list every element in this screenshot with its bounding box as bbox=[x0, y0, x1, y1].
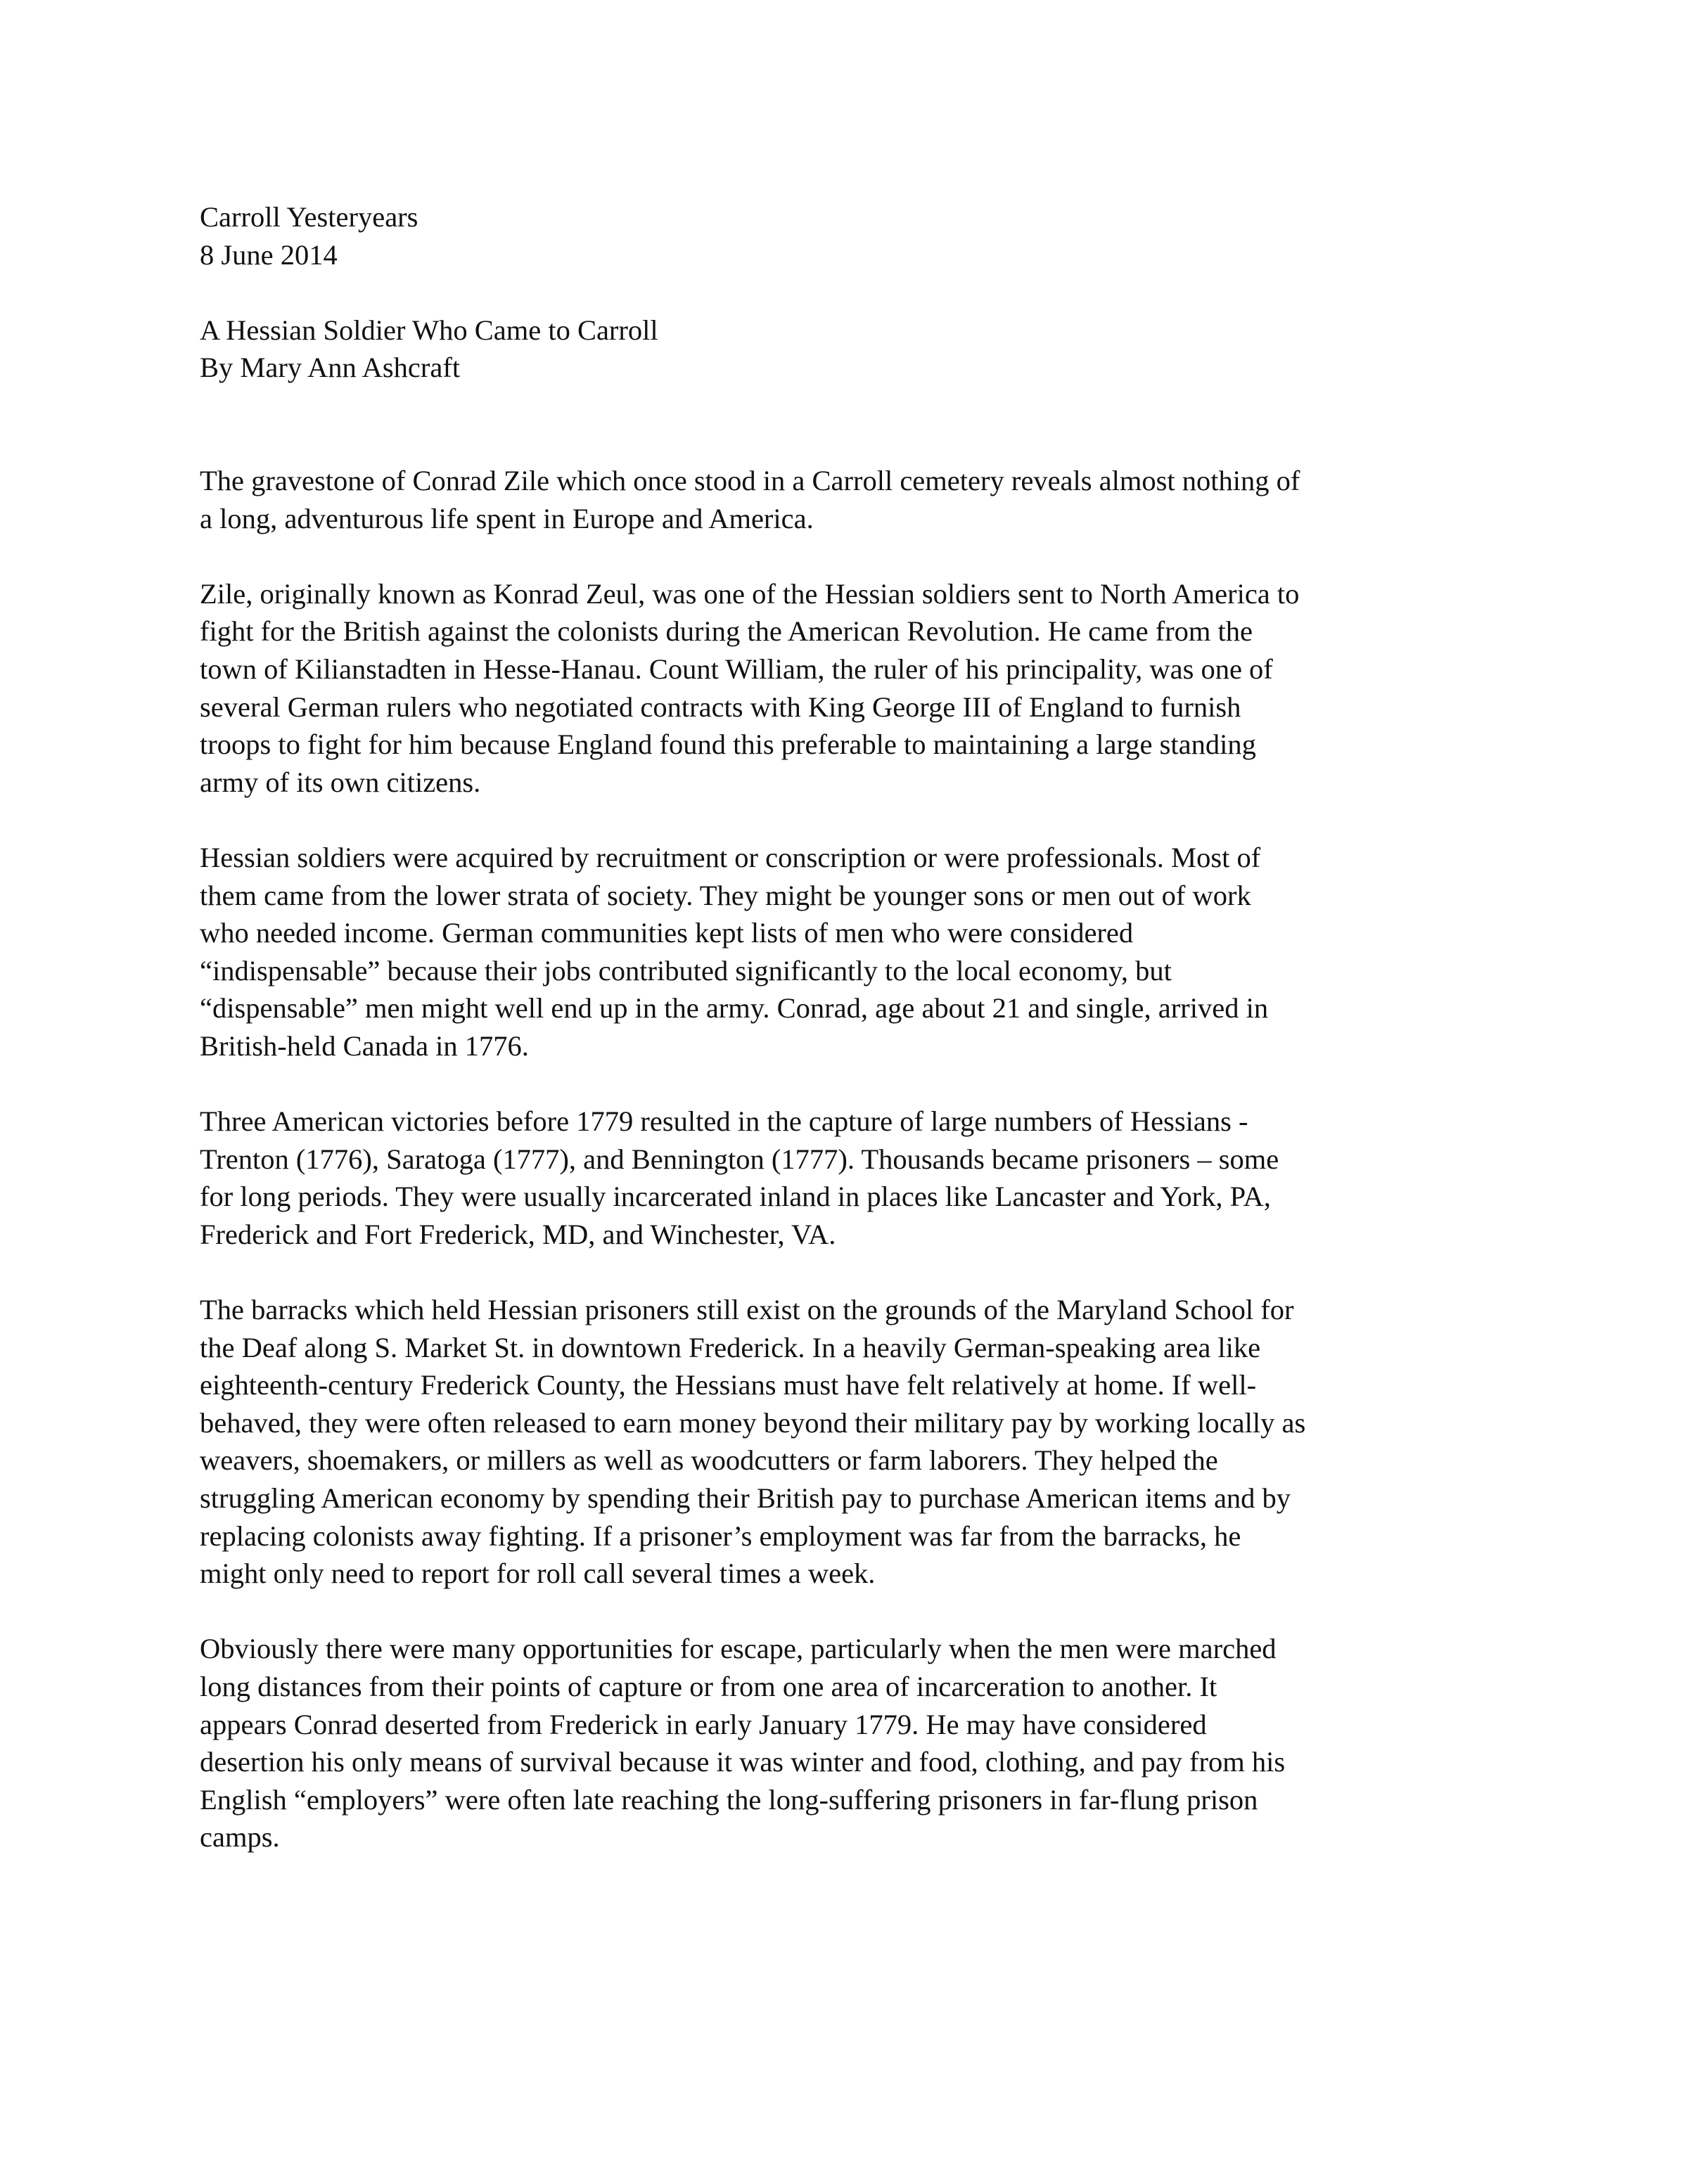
paragraph-line: weavers, shoemakers, or millers as well as woodcutters or farm laborers. They helped the bbox=[200, 1444, 1218, 1477]
paragraph-line: the Deaf along S. Market St. in downtown Frederick. In a heavily German-speaking area like bbox=[200, 1331, 1261, 1363]
paragraph-line: camps. bbox=[200, 1821, 280, 1854]
spacer bbox=[200, 1593, 1508, 1631]
paragraph-line: long distances from their points of capture or from one area of incarceration to another. It bbox=[200, 1670, 1217, 1702]
paragraph-line: Trenton (1776), Saratoga (1777), and Bennington (1777). Thousands became prisoners – some bbox=[200, 1143, 1279, 1175]
paragraph-line: behaved, they were often released to earn money beyond their military pay by working locally as bbox=[200, 1406, 1306, 1439]
paragraph-1 bbox=[200, 462, 1508, 537]
spacer bbox=[200, 537, 1508, 575]
article-byline: By Mary Ann Ashcraft bbox=[200, 352, 461, 384]
document-body bbox=[200, 198, 1508, 1856]
paragraph-line: replacing colonists away fighting. If a prisoner’s employment was far from the barracks, he bbox=[200, 1520, 1241, 1552]
paragraph-line: The gravestone of Conrad Zile which once stood in a Carroll cemetery reveals almost nothing of bbox=[200, 464, 1300, 496]
article-title: A Hessian Soldier Who Came to Carroll bbox=[200, 314, 658, 346]
column-name: Carroll Yesteryears bbox=[200, 201, 418, 233]
title-block bbox=[200, 311, 1508, 387]
paragraph-5 bbox=[200, 1291, 1508, 1593]
paragraph-2 bbox=[200, 575, 1508, 802]
paragraph-line: town of Kilianstadten in Hesse-Hanau. Count William, the ruler of his principality, was one of bbox=[200, 653, 1273, 685]
paragraph-4 bbox=[200, 1103, 1508, 1253]
paragraph-line: several German rulers who negotiated contracts with King George III of England to furnish bbox=[200, 690, 1241, 723]
paragraph-line: “dispensable” men might well end up in the army. Conrad, age about 21 and single, arrived in bbox=[200, 992, 1269, 1024]
paragraph-line: The barracks which held Hessian prisoners still exist on the grounds of the Maryland School for bbox=[200, 1294, 1294, 1326]
spacer bbox=[200, 274, 1508, 311]
paragraph-line: who needed income. German communities kept lists of men who were considered bbox=[200, 917, 1134, 949]
paragraph-6 bbox=[200, 1630, 1508, 1856]
paragraph-line: Obviously there were many opportunities for escape, particularly when the men were marched bbox=[200, 1633, 1277, 1665]
paragraph-line: Three American victories before 1779 resulted in the capture of large numbers of Hessians - bbox=[200, 1105, 1248, 1138]
paragraph-line: army of its own citizens. bbox=[200, 766, 481, 798]
paragraph-line: Zile, originally known as Konrad Zeul, was one of the Hessian soldiers sent to North America to bbox=[200, 577, 1300, 610]
paragraph-line: eighteenth-century Frederick County, the Hessians must have felt relatively at home. If well- bbox=[200, 1369, 1257, 1401]
paragraph-line: troops to fight for him because England found this preferable to maintaining a large standing bbox=[200, 728, 1256, 761]
paragraph-line: Frederick and Fort Frederick, MD, and Winchester, VA. bbox=[200, 1218, 836, 1250]
paragraph-line: English “employers” were often late reaching the long-suffering prisoners in far-flung prison bbox=[200, 1783, 1258, 1816]
paragraph-line: struggling American economy by spending their British pay to purchase American items and by bbox=[200, 1482, 1291, 1514]
header-block bbox=[200, 198, 1508, 274]
paragraph-line: a long, adventurous life spent in Europe and America. bbox=[200, 502, 814, 534]
paragraph-line: Hessian soldiers were acquired by recruitment or conscription or were professionals. Most of bbox=[200, 841, 1261, 873]
spacer bbox=[200, 1065, 1508, 1103]
paragraph-line: fight for the British against the colonists during the American Revolution. He came from the bbox=[200, 615, 1253, 648]
paragraph-line: “indispensable” because their jobs contributed significantly to the local economy, but bbox=[200, 954, 1172, 987]
spacer bbox=[200, 387, 1508, 462]
paragraph-line: desertion his only means of survival because it was winter and food, clothing, and pay from his bbox=[200, 1746, 1286, 1778]
paragraph-3 bbox=[200, 839, 1508, 1065]
spacer bbox=[200, 801, 1508, 839]
paragraph-line: British-held Canada in 1776. bbox=[200, 1029, 529, 1062]
publication-date: 8 June 2014 bbox=[200, 238, 338, 271]
spacer bbox=[200, 1253, 1508, 1291]
paragraph-line: for long periods. They were usually incarcerated inland in places like Lancaster and York, PA, bbox=[200, 1181, 1271, 1213]
paragraph-line: might only need to report for roll call several times a week. bbox=[200, 1557, 876, 1590]
paragraph-line: them came from the lower strata of society. They might be younger sons or men out of work bbox=[200, 879, 1251, 911]
paragraph-line: appears Conrad deserted from Frederick in early January 1779. He may have considered bbox=[200, 1708, 1207, 1740]
